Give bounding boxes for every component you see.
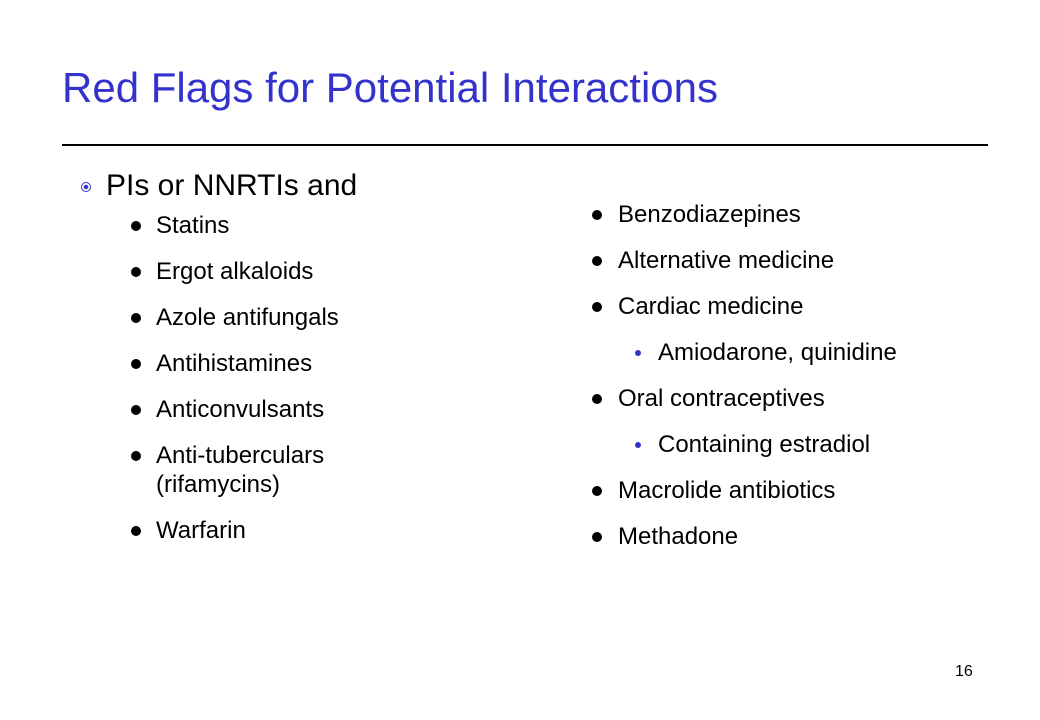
list-item-label: Oral contraceptives	[618, 385, 825, 412]
list-item	[590, 292, 1010, 321]
list-item-label: Macrolide antibiotics	[618, 477, 836, 504]
bullet-icon	[592, 486, 602, 496]
list-item	[590, 384, 1010, 413]
bullet-icon	[131, 267, 141, 277]
bullet-icon	[592, 256, 602, 266]
sub-list-item	[590, 430, 1010, 459]
bullet-icon	[131, 313, 141, 323]
list-item-label: Cardiac medicine	[618, 293, 804, 320]
list-item-label: Anti-tuberculars (rifamycins)	[156, 442, 325, 498]
list-item	[106, 303, 526, 332]
list-heading-label: PIs or NNRTIs and	[106, 169, 358, 202]
right-bullet-list	[590, 200, 1010, 568]
bullet-icon	[131, 405, 141, 415]
list-item	[590, 522, 1010, 551]
list-item-label: Methadone	[618, 523, 739, 550]
circle-bullet-icon	[81, 182, 91, 192]
bullet-icon	[131, 221, 141, 231]
list-heading-item	[106, 168, 526, 204]
bullet-icon	[131, 526, 141, 536]
bullet-icon	[592, 210, 602, 220]
bullet-icon	[592, 302, 602, 312]
list-item	[106, 211, 526, 240]
small-bullet-icon	[635, 350, 641, 356]
bullet-icon	[592, 532, 602, 542]
sub-list-item-label: Containing estradiol	[658, 431, 871, 458]
sub-list-item	[590, 338, 1010, 367]
bullet-icon	[131, 359, 141, 369]
title-divider	[62, 144, 988, 146]
list-item-label: Ergot alkaloids	[156, 258, 314, 285]
small-bullet-icon	[635, 442, 641, 448]
list-item-label: Antihistamines	[156, 350, 313, 377]
list-item-label: Benzodiazepines	[618, 201, 801, 228]
slide-title: Red Flags for Potential Interactions	[62, 64, 719, 111]
list-item	[106, 349, 526, 378]
list-item	[106, 516, 526, 545]
list-item	[590, 246, 1010, 275]
bullet-icon	[592, 394, 602, 404]
list-item	[590, 476, 1010, 505]
left-bullet-list	[106, 168, 526, 562]
list-item	[106, 257, 526, 286]
list-item-label: Azole antifungals	[156, 304, 339, 331]
list-item	[106, 395, 526, 424]
list-item-label: Warfarin	[156, 517, 246, 544]
list-item	[590, 200, 1010, 229]
sub-list-item-label: Amiodarone, quinidine	[658, 339, 897, 366]
list-item-label: Statins	[156, 212, 230, 239]
list-item-label: Alternative medicine	[618, 247, 835, 274]
list-item	[106, 441, 386, 499]
page-number: 16	[955, 663, 973, 680]
bullet-icon	[131, 451, 141, 461]
list-item-label: Anticonvulsants	[156, 396, 325, 423]
